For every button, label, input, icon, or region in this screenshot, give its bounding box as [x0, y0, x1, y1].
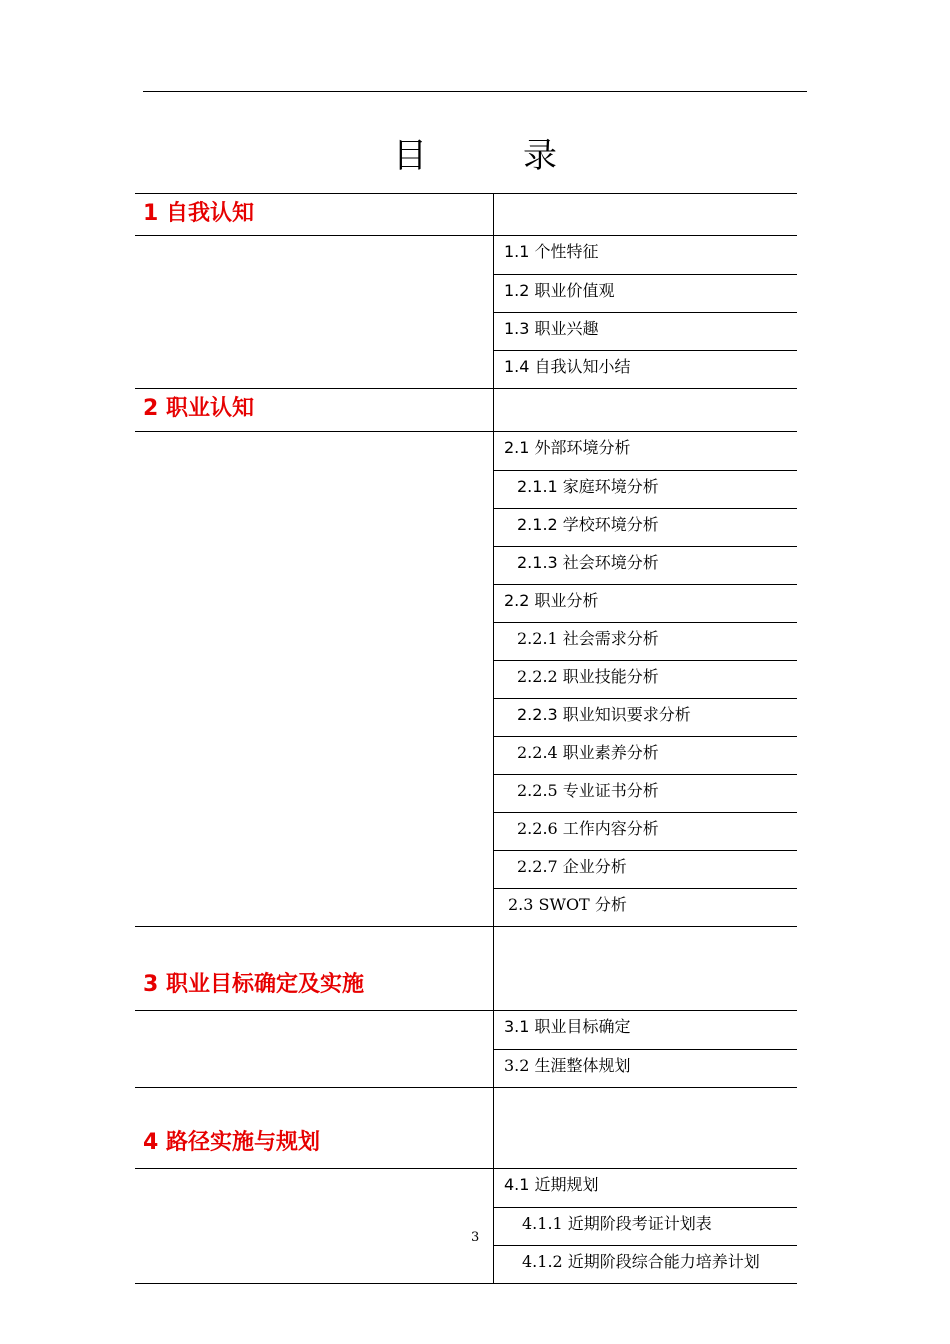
toc-item-row	[135, 1010, 797, 1049]
toc-item-row	[135, 1245, 797, 1284]
toc-entry[interactable]: 2.1.3 社会环境分析	[517, 553, 659, 572]
page-title	[0, 128, 950, 177]
toc-item-row	[135, 850, 797, 888]
toc-entry[interactable]: 2.2.2 职业技能分析	[517, 667, 659, 686]
toc-heading-row	[135, 388, 797, 431]
toc-entry[interactable]: 2.2.4 职业素养分析	[517, 743, 659, 762]
toc-entry[interactable]: 2.2.6 工作内容分析	[517, 819, 659, 838]
page-number: 3	[471, 1230, 480, 1245]
title-char-2: 录	[523, 136, 557, 176]
toc-item-row	[135, 1049, 797, 1087]
toc-table	[135, 193, 797, 1284]
section-heading[interactable]: 1 自我认知	[143, 201, 254, 226]
toc-item-row	[135, 698, 797, 736]
toc-entry[interactable]: 3.2 生涯整体规划	[504, 1056, 631, 1075]
toc-entry[interactable]: 2.1.1 家庭环境分析	[517, 477, 659, 496]
toc-item-row	[135, 584, 797, 622]
toc-entry[interactable]: 2.2.3 职业知识要求分析	[517, 705, 691, 724]
toc-entry[interactable]: 2.1 外部环境分析	[504, 438, 631, 457]
toc-item-row	[135, 1168, 797, 1207]
section-heading[interactable]: 3 职业目标确定及实施	[143, 972, 364, 997]
title-char-1: 目	[393, 136, 427, 176]
toc-item-row	[135, 736, 797, 774]
toc-item-row	[135, 431, 797, 470]
toc-entry[interactable]: 2.3 SWOT 分析	[508, 895, 627, 914]
toc-item-row	[135, 350, 797, 388]
section-heading[interactable]: 2 职业认知	[143, 396, 254, 421]
toc-item-row	[135, 888, 797, 926]
toc-item-row	[135, 508, 797, 546]
toc-item-row	[135, 622, 797, 660]
toc-heading-row	[135, 926, 797, 1010]
toc-heading-row	[135, 193, 797, 235]
toc-entry[interactable]: 1.2 职业价值观	[504, 281, 615, 300]
section-heading[interactable]: 4 路径实施与规划	[143, 1130, 320, 1155]
toc-entry[interactable]: 1.4 自我认知小结	[504, 357, 631, 376]
toc-item-row	[135, 812, 797, 850]
toc-entry[interactable]: 2.2 职业分析	[504, 591, 599, 610]
toc-item-row	[135, 470, 797, 508]
toc-entry[interactable]: 3.1 职业目标确定	[504, 1017, 631, 1036]
toc-item-row	[135, 274, 797, 312]
toc-item-row	[135, 660, 797, 698]
toc-entry[interactable]: 4.1.2 近期阶段综合能力培养计划	[522, 1252, 760, 1271]
toc-entry[interactable]: 1.3 职业兴趣	[504, 319, 599, 338]
toc-entry[interactable]: 2.2.5 专业证书分析	[517, 781, 659, 800]
toc-entry[interactable]: 4.1.1 近期阶段考证计划表	[522, 1214, 712, 1233]
toc-item-row	[135, 1207, 797, 1245]
toc-heading-row	[135, 1087, 797, 1168]
toc-entry[interactable]: 4.1 近期规划	[504, 1175, 599, 1194]
toc-item-row	[135, 546, 797, 584]
toc-item-row	[135, 235, 797, 274]
toc-item-row	[135, 312, 797, 350]
header-rule	[143, 91, 807, 92]
toc-entry[interactable]: 2.1.2 学校环境分析	[517, 515, 659, 534]
toc-entry[interactable]: 2.2.1 社会需求分析	[517, 629, 659, 648]
toc-item-row	[135, 774, 797, 812]
toc-entry[interactable]: 2.2.7 企业分析	[517, 857, 627, 876]
toc-entry[interactable]: 1.1 个性特征	[504, 242, 599, 261]
